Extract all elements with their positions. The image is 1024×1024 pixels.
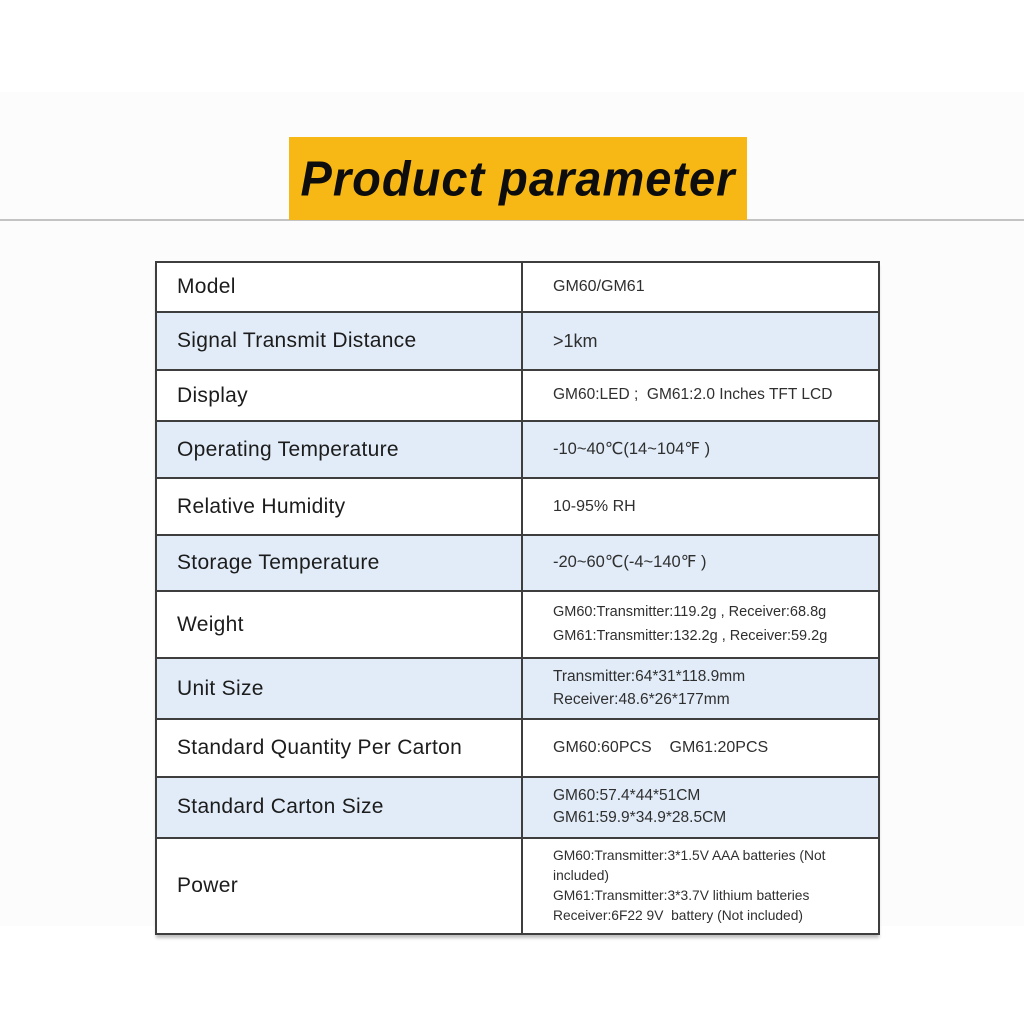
title-banner bbox=[289, 137, 747, 220]
param-value-line: GM60:Transmitter:3*1.5V AAA batteries (Not included) bbox=[553, 847, 830, 883]
param-value-line: GM61:Transmitter:132.2g , Receiver:59.2g bbox=[553, 628, 828, 645]
param-label: Signal Transmit Distance bbox=[156, 312, 522, 370]
param-value bbox=[522, 591, 879, 658]
table-row bbox=[156, 535, 879, 591]
param-label: Model bbox=[156, 262, 522, 312]
param-value-line: GM61:Transmitter:3*3.7V lithium batteries bbox=[553, 887, 810, 903]
spec-table bbox=[155, 261, 880, 935]
table-row bbox=[156, 777, 879, 838]
spec-table-body bbox=[156, 262, 879, 934]
param-value bbox=[522, 312, 879, 370]
param-label: Standard Carton Size bbox=[156, 777, 522, 838]
table-row bbox=[156, 370, 879, 421]
param-value-line: -10~40℃(14~104℉ ) bbox=[553, 439, 711, 458]
param-label: Storage Temperature bbox=[156, 535, 522, 591]
param-value-line: >1km bbox=[553, 330, 598, 351]
param-value bbox=[522, 262, 879, 312]
param-value-line: GM60:Transmitter:119.2g , Receiver:68.8g bbox=[553, 604, 827, 620]
param-value-line: GM60:57.4*44*51CM bbox=[553, 786, 701, 804]
param-label: Power bbox=[156, 838, 522, 934]
param-value bbox=[522, 370, 879, 421]
param-value bbox=[522, 658, 879, 719]
param-value-line: -20~60℃(-4~140℉ ) bbox=[553, 553, 707, 572]
param-value bbox=[522, 421, 879, 478]
param-value bbox=[522, 535, 879, 591]
param-value-line: GM60:60PCS GM61:20PCS bbox=[553, 739, 769, 757]
table-row bbox=[156, 262, 879, 312]
param-label: Display bbox=[156, 370, 522, 421]
param-value-line: 10-95% RH bbox=[553, 497, 636, 515]
param-value bbox=[522, 719, 879, 777]
param-value-line: GM60/GM61 bbox=[553, 278, 645, 296]
table-row bbox=[156, 838, 879, 934]
table-row bbox=[156, 719, 879, 777]
param-label: Standard Quantity Per Carton bbox=[156, 719, 522, 777]
param-label: Relative Humidity bbox=[156, 478, 522, 535]
param-value-line: GM61:59.9*34.9*28.5CM bbox=[553, 809, 727, 827]
table-row bbox=[156, 658, 879, 719]
param-label: Operating Temperature bbox=[156, 421, 522, 478]
table-row bbox=[156, 421, 879, 478]
param-value-line: Receiver:48.6*26*177mm bbox=[553, 690, 730, 708]
table-row bbox=[156, 312, 879, 370]
page-title: Product parameter bbox=[300, 150, 736, 207]
param-value bbox=[522, 777, 879, 838]
param-value-line: GM60:LED ; GM61:2.0 Inches TFT LCD bbox=[553, 386, 833, 404]
param-label: Unit Size bbox=[156, 658, 522, 719]
param-value-line: Transmitter:64*31*118.9mm bbox=[553, 668, 746, 686]
param-value bbox=[522, 478, 879, 535]
param-value bbox=[522, 838, 879, 934]
param-label: Weight bbox=[156, 591, 522, 658]
table-row bbox=[156, 478, 879, 535]
param-value-line: Receiver:6F22 9V battery (Not included) bbox=[553, 907, 803, 923]
table-row bbox=[156, 591, 879, 658]
